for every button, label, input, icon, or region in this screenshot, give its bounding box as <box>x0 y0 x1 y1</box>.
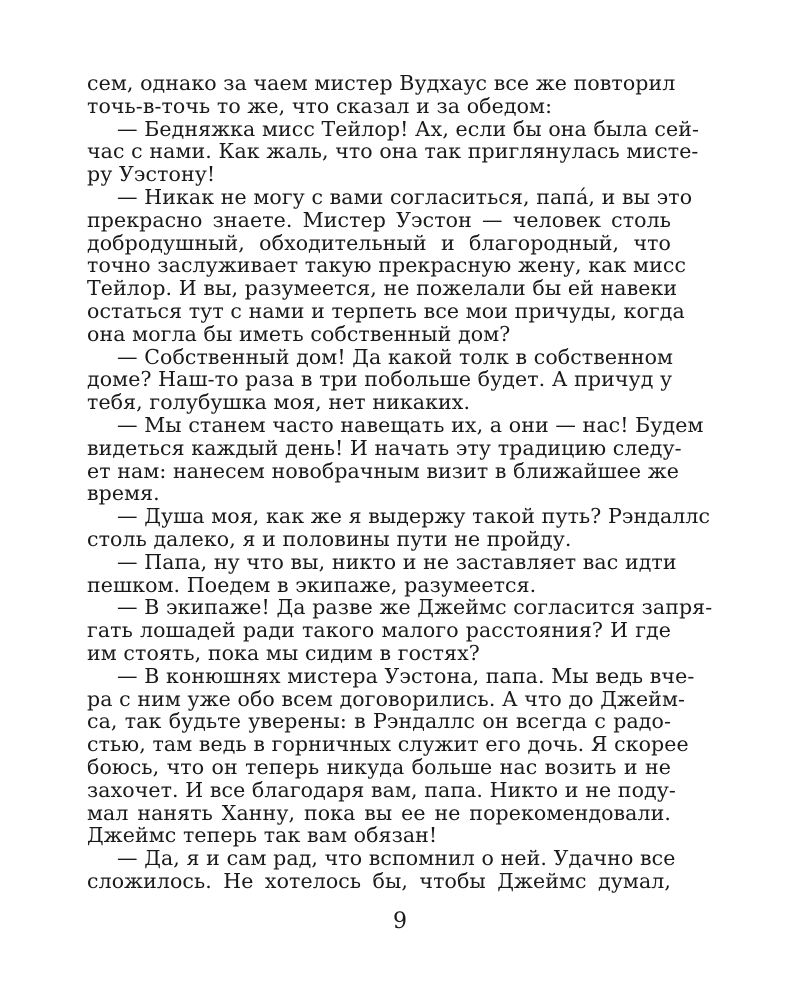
text-line: точь-в-точь то же, что сказал и за обедом: <box>87 93 553 118</box>
text-line: ра с ним уже обо всем договорились. А что до Джейм- <box>87 686 686 711</box>
text-line: стью, там ведь в горничных служит его дочь. Я скорее <box>87 732 689 757</box>
text-line: гать лошадей ради такого малого расстояния? И где <box>87 618 671 643</box>
text-line: она могла бы иметь собственный дом? <box>87 321 511 346</box>
text-line: са, так будьте уверены: в Рэндаллс он всегда с радо- <box>87 709 671 734</box>
text-line: — Да, я и сам рад, что вспомнил о ней. Удачно все <box>117 846 676 871</box>
text-line: — Собственный дом! Да какой толк в собственном <box>117 344 674 369</box>
text-line: боюсь, что он теперь никуда больше нас возить и не <box>87 754 671 779</box>
text-line: ру Уэстону! <box>87 162 216 187</box>
text-line: пешком. Поедем в экипаже, разумеется. <box>87 572 537 597</box>
text-line: им стоять, пока мы сидим в гостях? <box>87 640 480 665</box>
text-line: добродушный, обходительный и благородный, что <box>87 230 671 255</box>
text-line: тебя, голубушка моя, нет никаких. <box>87 390 471 415</box>
text-line: сложилось. Не хотелось бы, чтобы Джеймс думал, <box>87 868 671 893</box>
text-line: ет нам: нанесем новобрачным визит в ближайшее же <box>87 458 679 483</box>
text-line: захочет. И все благодаря вам, папа. Никто и не поду- <box>87 777 676 802</box>
text-line: прекрасно знаете. Мистер Уэстон — человек столь <box>87 207 671 232</box>
text-line: столь далеко, я и половины пути не пройду. <box>87 526 572 551</box>
text-line: доме? Наш-то раза в три побольше будет. А причуд у <box>87 367 673 392</box>
text-line: мал нанять Ханну, пока вы ее не порекомендовали. <box>87 800 671 825</box>
text-line: точно заслуживает такую прекрасную жену, как мисс <box>87 253 687 278</box>
text-line: — В экипаже! Да разве же Джеймс согласится запря- <box>117 595 713 620</box>
text-line: Тейлор. И вы, разумеется, не пожелали бы ей навеки <box>87 276 678 301</box>
text-line: — Бедняжка мисс Тейлор! Ах, если бы она была сей- <box>117 116 700 141</box>
text-line: видеться каждый день! И начать эту традицию следу- <box>87 435 682 460</box>
text-line: время. <box>87 481 160 506</box>
text-line: час с нами. Как жаль, что она так приглянулась мисте- <box>87 139 699 164</box>
text-line: — В конюшнях мистера Уэстона, папа. Мы ведь вче- <box>117 663 695 688</box>
text-line: сем, однако за чаем мистер Вудхаус все же повторил <box>87 71 676 95</box>
page-number: 9 <box>393 909 407 934</box>
body-text <box>87 71 713 893</box>
text-line: остаться тут с нами и терпеть все мои причуды, когда <box>87 298 685 323</box>
text-line: Джеймс теперь так вам обязан! <box>87 823 438 848</box>
text-line: — Душа моя, как же я выдержу такой путь? Рэндаллс <box>117 504 711 529</box>
text-line: — Мы станем часто навещать их, а они — нас! Будем <box>117 412 704 437</box>
text-line: — Никак не могу с вами согласиться, папá, и вы это <box>117 184 693 209</box>
text-line: — Папа, ну что вы, никто и не заставляет вас идти <box>117 549 677 574</box>
